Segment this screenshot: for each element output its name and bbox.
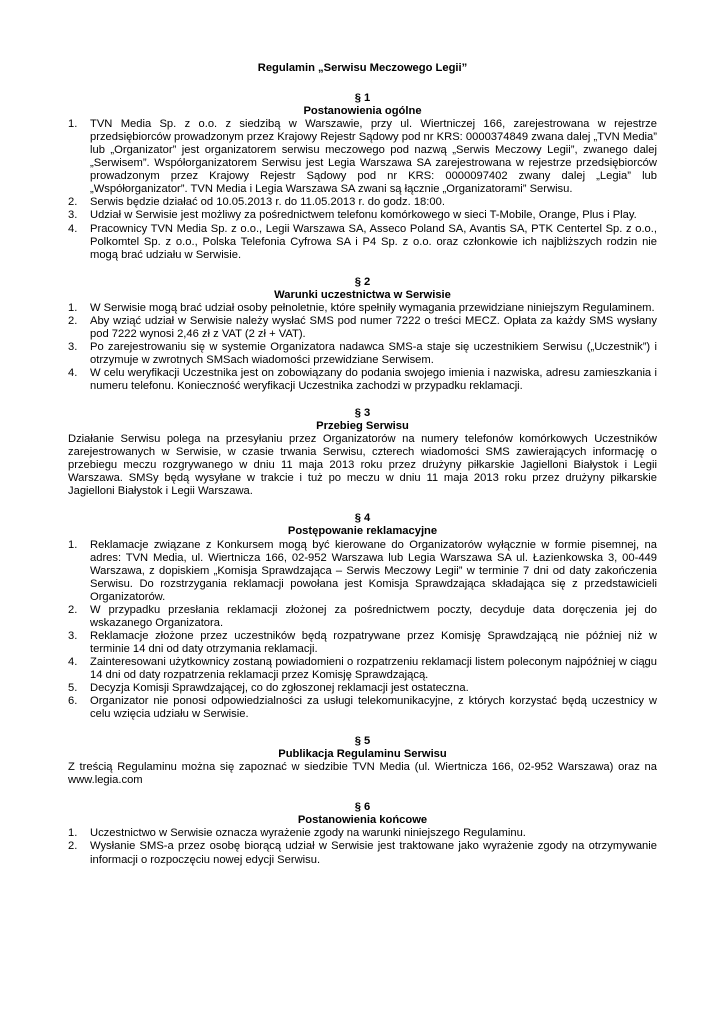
section-4 [68, 512, 657, 721]
list-item [68, 341, 657, 367]
list-item [68, 302, 657, 315]
list-item [68, 539, 657, 604]
section-paragraph: Z treścią Regulaminu można się zapoznać w siedzibie TVN Media (ul. Wiertnicza 166, 02-952 Warszawa) oraz na www.legia.com [68, 761, 657, 787]
section-title: Publikacja Regulaminu Serwisu [278, 748, 447, 761]
item-text: Wysłanie SMS-a przez osobę biorącą udział w Serwisie jest traktowane jako wyrażenie zgody na otrzymywanie informacji o rozpoczęciu nowej edycji Serwisu. [90, 840, 657, 866]
item-number: 3. [68, 340, 78, 353]
document-title: Regulamin „Serwisu Meczowego Legii” [257, 62, 468, 74]
section-title: Warunki uczestnictwa w Serwisie [274, 288, 451, 301]
section-number: § 5 [354, 735, 371, 748]
list-item [68, 656, 657, 682]
list-item [68, 367, 657, 393]
list-item [68, 695, 657, 721]
item-text: Serwis będzie działać od 10.05.2013 r. do 11.05.2013 r. do godz. 18:00. [90, 196, 445, 209]
item-number: 3. [68, 629, 78, 642]
item-text: Zainteresowani użytkownicy zostaną powiadomieni o rozpatrzeniu reklamacji listem poleconym najpóźniej w ciągu 14 dni od daty rozpatrzenia reklamacji przez Komisję Sprawdzającą. [90, 655, 657, 681]
list-item [68, 827, 657, 840]
section-number: § 1 [354, 92, 371, 105]
section-5 [68, 735, 657, 787]
section-6 [68, 801, 657, 866]
section-title: Postępowanie reklamacyjne [287, 525, 438, 538]
section-1 [68, 92, 657, 262]
item-text: W celu weryfikacji Uczestnika jest on zobowiązany do podania swojego imienia i nazwiska, adresu zamieszkania i numeru telefonu. Konieczność weryfikacji Uczestnika zachodzi w przypadku reklamacji. [90, 366, 657, 393]
section-title: Postanowienia ogólne [303, 105, 422, 118]
item-number: 6. [68, 695, 78, 708]
item-text: TVN Media Sp. z o.o. z siedzibą w Warszawie, przy ul. Wiertniczej 166, zarejestrowana w rejestrze przedsiębiorców prowadzonym przez Krajowy Rejestr Sądowy pod nr KRS: 0000374849 zwana dalej „TVN Media” lub „Organizator” jest organizatorem serwisu meczowego pod nazwą „Serwis Meczowy Legii”, zwanego dalej „Serwisem”. Współorganizatorem Serwisu jest Legia Warszawa SA zarejestrowana w rejestrze przedsiębiorców prowadzonym przez Krajowy Rejestr Sądowy pod nr KRS: 0000097402 zwany dalej „Legia” lub „Współorganizator”. TVN Media i Legia Warszawa SA zwani są łącznie „Organizatorami” Serwisu. [90, 118, 657, 196]
list-item [68, 630, 657, 656]
item-text: Organizator nie ponosi odpowiedzialności za usługi telekomunikacyjne, z których korzystać będą uczestnicy w celu wzięcia udziału w Serwisie. [90, 695, 657, 721]
list-item [68, 315, 657, 341]
section-2 [68, 276, 657, 393]
list-item [68, 209, 657, 222]
section-3 [68, 407, 657, 498]
list-item [68, 682, 657, 695]
item-number: 5. [68, 682, 78, 695]
item-text: Decyzja Komisji Sprawdzającej, co do zgłoszonej reklamacji jest ostateczna. [90, 682, 469, 695]
item-text: Udział w Serwisie jest możliwy za pośrednictwem telefonu komórkowego w sieci T-Mobile, Orange, Plus i Play. [90, 209, 637, 222]
section-title: Przebieg Serwisu [316, 420, 409, 433]
section-number: § 4 [354, 512, 371, 525]
section-list [68, 827, 657, 866]
item-text: Uczestnictwo w Serwisie oznacza wyrażenie zgody na warunki niniejszego Regulaminu. [90, 827, 526, 840]
list-item [68, 118, 657, 196]
item-number: 1. [68, 301, 78, 314]
item-text: W przypadku przesłania reklamacji złożonej za pośrednictwem poczty, decyduje data doręczenia jej do wskazanego Organizatora. [90, 603, 657, 629]
item-number: 2. [68, 314, 78, 327]
item-text: Aby wziąć udział w Serwisie należy wysłać SMS pod numer 7222 o treści MECZ. Opłata za każdy SMS wysłany pod 7222 wynosi 2,46 zł z VAT (2 zł + VAT). [90, 314, 657, 340]
section-number: § 2 [354, 275, 371, 288]
item-number: 1. [68, 538, 78, 551]
item-number: 1. [68, 827, 78, 840]
item-text: Reklamacje związane z Konkursem mogą być kierowane do Organizatorów wyłącznie w formie pisemnej, na adres: TVN Media, ul. Wiertnicza 166, 02-952 Warszawa lub Legia Warszawa SA ul. Łazienkowska 3, 00-449 Warszawa, z dopiskiem „Komisja Sprawdzająca – Serwis Meczowy Legii” w terminie 7 dni od daty zakończenia Serwisu. Do rozstrzygania reklamacji powołana jest Komisja Sprawdzająca składająca się z przedstawicieli Organizatorów. [90, 538, 657, 603]
section-list [68, 539, 657, 722]
section-title: Postanowienia końcowe [297, 814, 428, 827]
item-number: 1. [68, 118, 78, 131]
item-number: 2. [68, 840, 78, 853]
item-text: Po zarejestrowaniu się w systemie Organizatora nadawca SMS-a staje się uczestnikiem Serwisu („Uczestnik”) i otrzymuje w zwrotnych SMSach wiadomości przewidziane Serwisem. [90, 340, 657, 366]
item-number: 2. [68, 603, 78, 616]
section-number: § 6 [354, 801, 371, 814]
section-paragraph: Działanie Serwisu polega na przesyłaniu przez Organizatorów na numery telefonów komórkowych Uczestników zarejestrowanych w Serwisie, w czasie trwania Serwisu, czterech wiadomości SMS zawierających informację o przebiegu meczu rozgrywanego w dniu 11 maja 2013 roku przez drużyny piłkarskie Jagielloni Białystok i Legii Warszawa. SMSy będą wysyłane w trakcie i tuż po meczu w dniu 11 maja 2013 roku przez drużyny piłkarskie Jagielloni Białystok i Legii Warszawa. [68, 433, 657, 498]
item-number: 4. [68, 655, 78, 668]
list-item [68, 840, 657, 866]
section-list [68, 118, 657, 262]
section-list [68, 302, 657, 393]
list-item [68, 196, 657, 209]
item-text: Reklamacje złożone przez uczestników będą rozpatrywane przez Komisję Sprawdzającą nie później niż w terminie 14 dni od daty otrzymania reklamacji. [90, 629, 657, 655]
list-item [68, 604, 657, 630]
item-number: 4. [68, 366, 78, 379]
list-item [68, 223, 657, 262]
item-text: Pracownicy TVN Media Sp. z o.o., Legii Warszawa SA, Asseco Poland SA, Avantis SA, PTK Centertel Sp. z o.o., Polkomtel Sp. z o.o., Polska Telefonia Cyfrowa SA i P4 Sp. z o.o. oraz członkowie ich najbliższych rodzin nie mogą brać udziału w Serwisie. [90, 222, 657, 261]
item-text: W Serwisie mogą brać udział osoby pełnoletnie, które spełniły wymagania przewidziane niniejszym Regulaminem. [90, 301, 655, 314]
item-number: 2. [68, 196, 78, 209]
document-page [68, 62, 657, 881]
item-number: 4. [68, 222, 78, 235]
item-number: 3. [68, 209, 78, 222]
section-number: § 3 [354, 407, 371, 420]
